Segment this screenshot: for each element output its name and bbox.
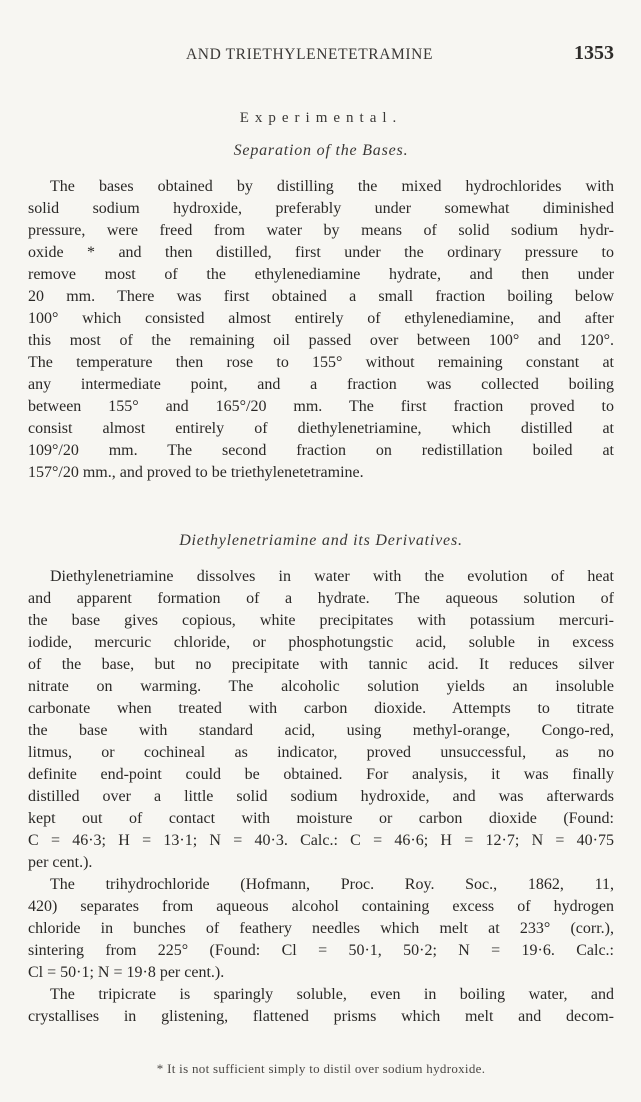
text-line: The temperature then rose to 155° without remaining constant at <box>28 354 614 371</box>
text-line: pressure, were freed from water by means of solid sodium hydr- <box>28 222 614 239</box>
text-line: and apparent formation of a hydrate. The aqueous solution of <box>28 590 614 607</box>
section-heading: Experimental. <box>239 110 403 126</box>
text-line: chloride in bunches of feathery needles which melt at 233° (corr.), <box>28 920 614 937</box>
text-line: The trihydrochloride (Hofmann, Proc. Roy. Soc., 1862, 11, <box>50 876 614 893</box>
text-line: C = 46·3; H = 13·1; N = 40·3. Calc.: C = 46·6; H = 12·7; N = 40·75 <box>28 832 614 849</box>
text-line: iodide, mercuric chloride, or phosphotungstic acid, soluble in excess <box>28 634 614 651</box>
text-line: per cent.). <box>28 854 93 871</box>
text-line: 420) separates from aqueous alcohol containing excess of hydrogen <box>28 898 614 915</box>
running-head: AND TRIETHYLENETETRAMINE <box>186 46 434 63</box>
text-line: 109°/20 mm. The second fraction on redistillation boiled at <box>28 442 614 459</box>
text-line: The tripicrate is sparingly soluble, even in boiling water, and <box>50 986 614 1003</box>
text-line: consist almost entirely of diethylenetriamine, which distilled at <box>28 420 614 437</box>
text-line: the base with standard acid, using methyl-orange, Congo-red, <box>28 722 614 739</box>
text-line: oxide * and then distilled, first under the ordinary pressure to <box>28 244 614 261</box>
text-line: 100° which consisted almost entirely of ethylenediamine, and after <box>28 310 614 327</box>
paragraph-tripicrate <box>28 984 614 1028</box>
text-line: kept out of contact with moisture or carbon dioxide (Found: <box>28 810 614 827</box>
text-line: solid sodium hydroxide, preferably under somewhat diminished <box>28 200 614 217</box>
subheading-diethylenetriamine: Diethylenetriamine and its Derivatives. <box>179 532 463 549</box>
text-line: any intermediate point, and a fraction was collected boiling <box>28 376 614 393</box>
text-line: this most of the remaining oil passed over between 100° and 120°. <box>28 332 614 349</box>
text-line: Cl = 50·1; N = 19·8 per cent.). <box>28 964 225 981</box>
text-line: 157°/20 mm., and proved to be triethylenetetramine. <box>28 464 364 481</box>
paragraph-diethylenetriamine <box>28 566 614 874</box>
text-line: crystallises in glistening, flattened prisms which melt and decom- <box>28 1008 614 1025</box>
text-line: sintering from 225° (Found: Cl = 50·1, 50·2; N = 19·6. Calc.: <box>28 942 614 959</box>
paragraph-trihydrochloride <box>28 874 614 984</box>
paragraph-separation <box>28 176 614 484</box>
text-line: The bases obtained by distilling the mixed hydrochlorides with <box>50 178 614 195</box>
page-header <box>28 40 614 70</box>
text-line: carbonate when treated with carbon dioxide. Attempts to titrate <box>28 700 614 717</box>
text-line: remove most of the ethylenediamine hydrate, and then under <box>28 266 614 283</box>
text-line: the base gives copious, white precipitates with potassium mercuri- <box>28 612 614 629</box>
text-line: between 155° and 165°/20 mm. The first fraction proved to <box>28 398 614 415</box>
text-line: 20 mm. There was first obtained a small fraction boiling below <box>28 288 614 305</box>
text-line: Diethylenetriamine dissolves in water with the evolution of heat <box>50 568 614 585</box>
text-line: nitrate on warming. The alcoholic solution yields an insoluble <box>28 678 614 695</box>
subheading-separation: Separation of the Bases. <box>233 142 409 159</box>
text-line: definite end-point could be obtained. For analysis, it was finally <box>28 766 614 783</box>
footnote: * It is not sufficient simply to distil over sodium hydroxide. <box>156 1061 486 1076</box>
text-line: litmus, or cochineal as indicator, proved unsuccessful, as no <box>28 744 614 761</box>
page-number: 1353 <box>574 42 614 64</box>
text-line: of the base, but no precipitate with tannic acid. It reduces silver <box>28 656 614 673</box>
text-line: distilled over a little solid sodium hydroxide, and was afterwards <box>28 788 614 805</box>
